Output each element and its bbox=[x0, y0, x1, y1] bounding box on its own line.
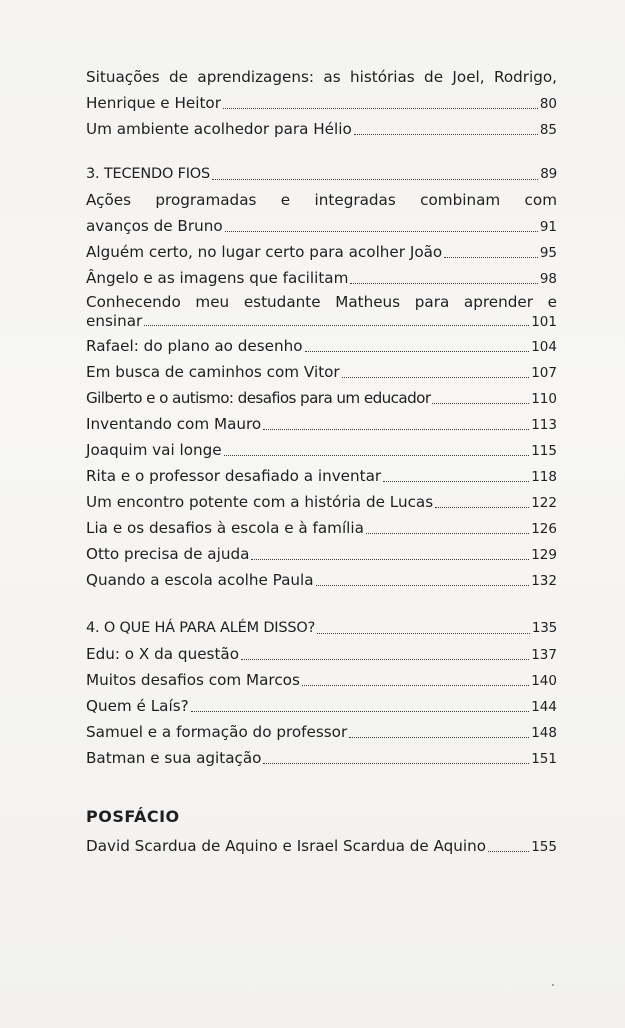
page-number: 80 bbox=[539, 96, 557, 112]
toc-entry bbox=[86, 463, 557, 489]
toc-entry-title: Batman e sua agitação bbox=[86, 749, 262, 767]
dot-leader bbox=[349, 737, 529, 738]
page-number: 98 bbox=[539, 271, 557, 287]
toc-entry bbox=[86, 489, 557, 515]
toc-entry-title: Lia e os desafios à escola e à família bbox=[86, 519, 364, 537]
toc-entry-title: Ângelo e as imagens que facilitam bbox=[86, 269, 349, 287]
dot-leader bbox=[224, 455, 530, 456]
toc-entry-title: Alguém certo, no lugar certo para acolher João bbox=[86, 243, 443, 261]
dot-leader bbox=[225, 231, 538, 232]
toc-entry-title: Rafael: do plano ao desenho bbox=[86, 337, 303, 355]
section-heading bbox=[86, 615, 557, 641]
page-number: 132 bbox=[531, 573, 557, 589]
page-number: 115 bbox=[531, 443, 557, 459]
page-number: 135 bbox=[531, 620, 557, 636]
page-number: 91 bbox=[539, 219, 557, 235]
page-number: 151 bbox=[531, 751, 557, 767]
dot-leader bbox=[366, 533, 529, 534]
page-number: 110 bbox=[531, 391, 557, 407]
toc-entry-title: avanços de Bruno bbox=[86, 217, 223, 235]
toc-entry-title: Muitos desafios com Marcos bbox=[86, 671, 300, 689]
toc-entry bbox=[86, 567, 557, 593]
page-number: 101 bbox=[531, 314, 557, 330]
page-number: 129 bbox=[531, 547, 557, 563]
toc-entry bbox=[86, 541, 557, 567]
toc-entry bbox=[86, 667, 557, 693]
toc-entry bbox=[86, 693, 557, 719]
toc-entry-title: Um ambiente acolhedor para Hélio bbox=[86, 120, 352, 138]
toc-entry-title: Samuel e a formação do professor bbox=[86, 723, 348, 741]
toc-entry bbox=[86, 311, 557, 333]
dot-leader bbox=[444, 257, 538, 258]
page-number: 144 bbox=[531, 699, 557, 715]
dot-leader bbox=[251, 559, 529, 560]
page-number: 155 bbox=[531, 839, 557, 855]
table-of-contents bbox=[86, 64, 557, 859]
toc-entry-title: Edu: o X da questão bbox=[86, 645, 240, 663]
dot-leader bbox=[212, 179, 538, 180]
dot-leader bbox=[305, 351, 530, 352]
page-number: 122 bbox=[531, 495, 557, 511]
toc-entry bbox=[86, 437, 557, 463]
page-number: 107 bbox=[531, 365, 557, 381]
page-speck bbox=[552, 984, 554, 986]
toc-entry-title: Rita e o professor desafiado a inventar bbox=[86, 467, 382, 485]
toc-entry-title: Otto precisa de ajuda bbox=[86, 545, 250, 563]
dot-leader bbox=[383, 481, 529, 482]
dot-leader bbox=[342, 377, 530, 378]
section-title: 4. O QUE HÁ PARA ALÉM DISSO? bbox=[86, 620, 316, 636]
page-number: 118 bbox=[531, 469, 557, 485]
toc-entry bbox=[86, 213, 557, 239]
dot-leader bbox=[263, 763, 529, 764]
page-number: 126 bbox=[531, 521, 557, 537]
dot-leader bbox=[263, 429, 529, 430]
dot-leader bbox=[354, 134, 538, 135]
toc-entry bbox=[86, 515, 557, 541]
toc-entry-title: ensinar bbox=[86, 312, 143, 330]
page-number: 137 bbox=[531, 647, 557, 663]
page-number: 140 bbox=[531, 673, 557, 689]
dot-leader bbox=[488, 851, 529, 852]
toc-entry-title: Gilberto e o autismo: desafios para um educador bbox=[86, 389, 431, 407]
toc-entry-line1: Conhecendo meu estudante Matheus para aprender e bbox=[86, 293, 557, 311]
toc-entry-title: Henrique e Heitor bbox=[86, 94, 221, 112]
page-number: 85 bbox=[539, 122, 557, 138]
toc-entry-title: Quem é Laís? bbox=[86, 697, 189, 715]
toc-entry bbox=[86, 745, 557, 771]
toc-entry bbox=[86, 116, 557, 142]
page-number: 148 bbox=[531, 725, 557, 741]
toc-entry bbox=[86, 719, 557, 745]
dot-leader bbox=[317, 633, 530, 634]
toc-entry bbox=[86, 265, 557, 291]
section-heading bbox=[86, 161, 557, 187]
page-number: 95 bbox=[539, 245, 557, 261]
dot-leader bbox=[432, 403, 529, 404]
toc-entry bbox=[86, 411, 557, 437]
toc-entry-line1: Situações de aprendizagens: as histórias de Joel, Rodrigo, bbox=[86, 68, 557, 86]
dot-leader bbox=[144, 325, 529, 326]
toc-entry bbox=[86, 90, 557, 116]
toc-entry-title: David Scardua de Aquino e Israel Scardua de Aquino bbox=[86, 837, 487, 855]
dot-leader bbox=[191, 711, 530, 712]
section-title: 3. TECENDO FIOS bbox=[86, 166, 211, 182]
dot-leader bbox=[223, 108, 538, 109]
page-number: 89 bbox=[540, 166, 557, 182]
toc-entry bbox=[86, 239, 557, 265]
dot-leader bbox=[350, 283, 537, 284]
posfacio-heading: POSFÁCIO bbox=[86, 807, 180, 826]
toc-entry bbox=[86, 385, 557, 411]
dot-leader bbox=[241, 659, 529, 660]
toc-entry-title: Um encontro potente com a história de Lucas bbox=[86, 493, 434, 511]
toc-entry-title: Joaquim vai longe bbox=[86, 441, 222, 459]
dot-leader bbox=[302, 685, 529, 686]
toc-entry-title: Quando a escola acolhe Paula bbox=[86, 571, 314, 589]
toc-entry-title: Inventando com Mauro bbox=[86, 415, 262, 433]
dot-leader bbox=[435, 507, 529, 508]
toc-entry-line1: Ações programadas e integradas combinam com bbox=[86, 191, 557, 209]
page-number: 104 bbox=[531, 339, 557, 355]
page-number: 113 bbox=[531, 417, 557, 433]
toc-entry bbox=[86, 359, 557, 385]
toc-entry bbox=[86, 641, 557, 667]
toc-entry-title: Em busca de caminhos com Vitor bbox=[86, 363, 340, 381]
dot-leader bbox=[316, 585, 530, 586]
toc-entry bbox=[86, 833, 557, 859]
toc-entry bbox=[86, 333, 557, 359]
